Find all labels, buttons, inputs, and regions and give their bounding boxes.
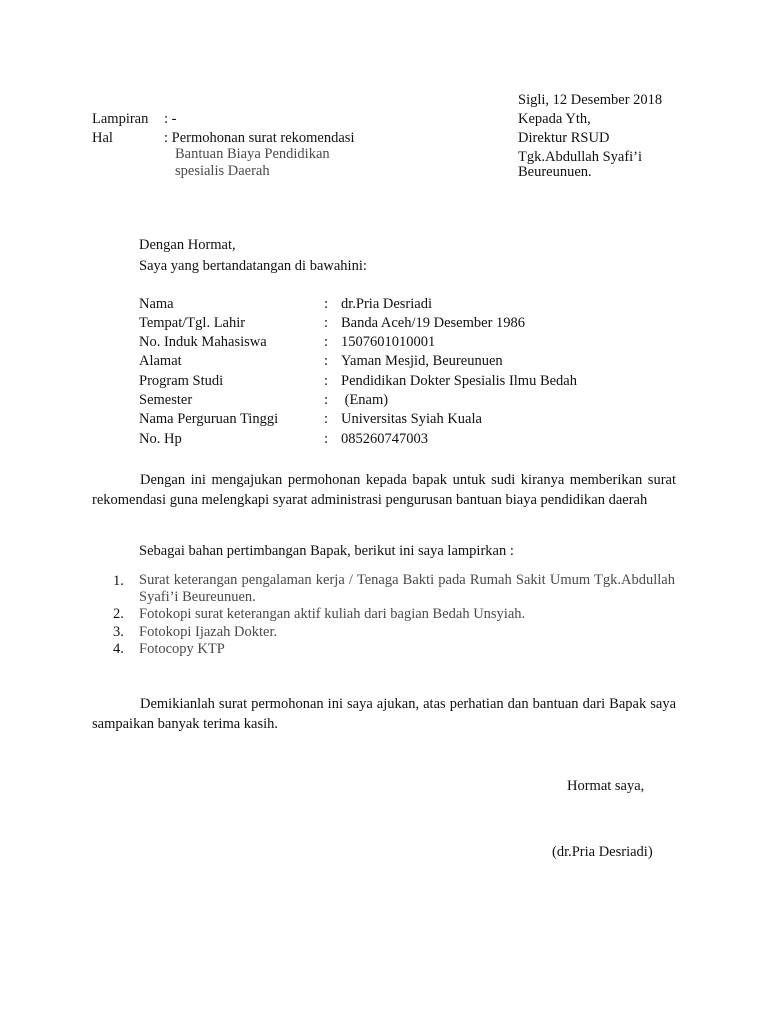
identity-value: Yaman Mesjid, Beureunuen xyxy=(341,353,503,369)
list-item-number: 1. xyxy=(113,573,124,589)
recipient-line: Tgk.Abdullah Syafi’i xyxy=(518,149,643,165)
greeting: Dengan Hormat, xyxy=(139,237,236,253)
place-date: Sigli, 12 Desember 2018 xyxy=(518,92,663,108)
identity-label: Nama Perguruan Tinggi xyxy=(139,411,279,427)
signoff: Hormat saya, xyxy=(567,778,645,794)
identity-row xyxy=(0,333,768,352)
identity-row xyxy=(0,352,768,371)
list-item-number: 2. xyxy=(113,606,124,622)
list-item-text: Fotokopi Ijazah Dokter. xyxy=(139,624,278,640)
list-item-text: Fotocopy KTP xyxy=(139,641,225,657)
lampiran-label: Lampiran xyxy=(92,111,149,127)
identity-value: dr.Pria Desriadi xyxy=(341,296,433,312)
recipient-line: Kepada Yth, xyxy=(518,111,591,127)
identity-colon: : xyxy=(324,392,329,408)
identity-row xyxy=(0,372,768,391)
recipient-line: Direktur RSUD xyxy=(518,130,610,146)
identity-colon: : xyxy=(324,411,329,427)
identity-value: Universitas Syiah Kuala xyxy=(341,411,482,427)
identity-colon: : xyxy=(324,296,329,312)
identity-label: Tempat/Tgl. Lahir xyxy=(139,315,246,331)
list-item-text: Fotokopi surat keterangan aktif kuliah dari bagian Bedah Unsyiah. xyxy=(139,606,526,622)
identity-value: Banda Aceh/19 Desember 1986 xyxy=(341,315,526,331)
request-paragraph-text: Dengan ini mengajukan permohonan kepada bapak untuk sudi kiranya memberikan surat rekomendasi guna melengkapi syarat administrasi pengurusan bantuan biaya pendidikan daerah xyxy=(92,472,676,508)
signature-name: (dr.Pria Desriadi) xyxy=(552,844,653,860)
hal-label: Hal xyxy=(92,130,113,146)
recipient-line: Beureunuen. xyxy=(518,164,592,180)
hal-value: : Permohonan surat rekomendasi xyxy=(164,130,355,146)
list-item-text: Surat keterangan pengalaman kerja / Tenaga Bakti pada Rumah Sakit Umum Tgk.Abdullah Syafi’i Beureunuen. xyxy=(139,572,675,605)
hal-line: spesialis Daerah xyxy=(175,163,270,179)
identity-row xyxy=(0,314,768,333)
identity-colon: : xyxy=(324,373,329,389)
identity-value: (Enam) xyxy=(341,392,389,408)
identity-row xyxy=(0,430,768,449)
identity-label: No. Hp xyxy=(139,431,182,447)
identity-colon: : xyxy=(324,334,329,350)
request-paragraph xyxy=(92,470,676,510)
closing-paragraph xyxy=(92,694,676,734)
identity-row xyxy=(0,391,768,410)
list-item-number: 4. xyxy=(113,641,124,657)
identity-label: Semester xyxy=(139,392,193,408)
identity-row xyxy=(0,295,768,314)
identity-value: 1507601010001 xyxy=(341,334,436,350)
identity-row xyxy=(0,410,768,429)
attachments-intro: Sebagai bahan pertimbangan Bapak, berikut ini saya lampirkan : xyxy=(139,543,514,559)
lampiran-value: : - xyxy=(164,111,177,127)
identity-label: No. Induk Mahasiswa xyxy=(139,334,267,350)
identity-label: Nama xyxy=(139,296,174,312)
identity-label: Alamat xyxy=(139,353,182,369)
intro-line: Saya yang bertandatangan di bawahini: xyxy=(139,258,367,274)
identity-label: Program Studi xyxy=(139,373,224,389)
identity-colon: : xyxy=(324,431,329,447)
closing-paragraph-text: Demikianlah surat permohonan ini saya ajukan, atas perhatian dan bantuan dari Bapak saya sampaikan banyak terima kasih. xyxy=(92,696,676,732)
hal-line: Bantuan Biaya Pendidikan xyxy=(175,146,330,162)
identity-value: 085260747003 xyxy=(341,431,428,447)
identity-colon: : xyxy=(324,353,329,369)
list-item-number: 3. xyxy=(113,624,124,640)
identity-colon: : xyxy=(324,315,329,331)
identity-value: Pendidikan Dokter Spesialis Ilmu Bedah xyxy=(341,373,577,389)
